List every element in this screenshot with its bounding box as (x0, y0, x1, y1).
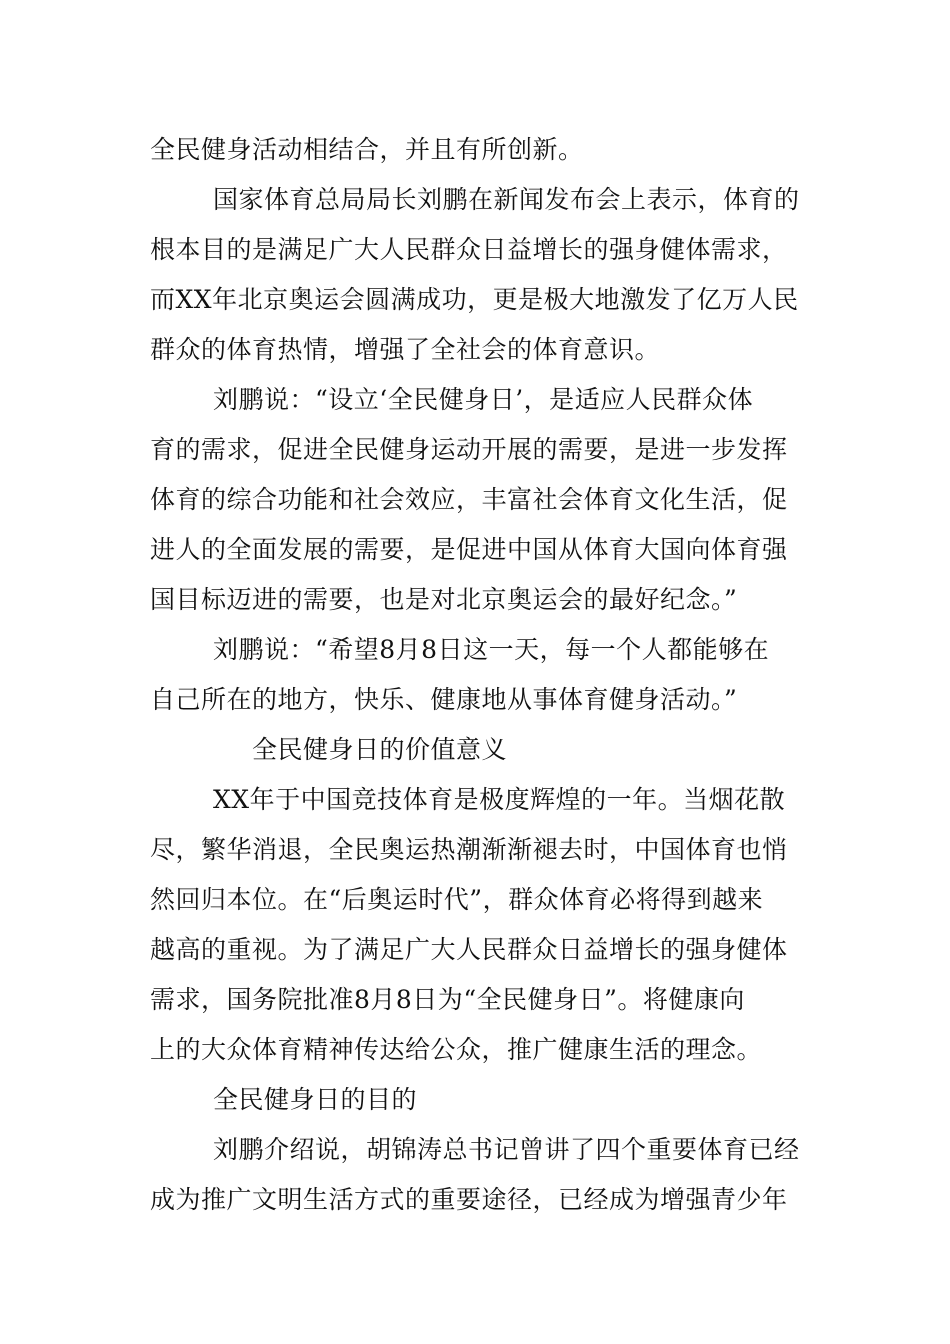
text-line: 国目标迈进的需要，也是对北京奥运会的最好纪念。” (150, 585, 738, 614)
section-heading: 全民健身日的价值意义 (252, 735, 508, 764)
section-heading: 全民健身日的目的 (213, 1085, 418, 1114)
text-line: 尽，繁华消退，全民奥运热潮渐渐褪去时，中国体育也悄 (150, 835, 788, 864)
text-line: 自己所在的地方，快乐、健康地从事体育健身活动。” (150, 685, 738, 714)
text-line: 根本目的是满足广大人民群众日益增长的强身健体需求， (150, 235, 788, 264)
text-line: 成为推广文明生活方式的重要途径，已经成为增强青少年 (150, 1185, 788, 1214)
text-line: 群众的体育热情，增强了全社会的体育意识。 (150, 335, 661, 364)
text-line: 全民健身活动相结合，并且有所创新。 (150, 135, 584, 164)
text-line: 上的大众体育精神传达给公众，推广健康生活的理念。 (150, 1035, 763, 1064)
text-line: 刘鹏介绍说，胡锦涛总书记曾讲了四个重要体育已经 (213, 1135, 800, 1164)
text-line: 越高的重视。为了满足广大人民群众日益增长的强身健体 (150, 935, 788, 964)
text-line: 国家体育总局局长刘鹏在新闻发布会上表示，体育的 (213, 185, 800, 214)
text-line: 需求，国务院批准8月8日为“全民健身日”。将健康向 (150, 985, 745, 1014)
text-line: 育的需求，促进全民健身运动开展的需要，是进一步发挥 (150, 435, 788, 464)
text-line: 刘鹏说：“希望8月8日这一天，每一个人都能够在 (213, 635, 770, 664)
text-line: 体育的综合功能和社会效应，丰富社会体育文化生活，促 (150, 485, 788, 514)
text-line: 而XX年北京奥运会圆满成功，更是极大地激发了亿万人民 (150, 285, 799, 314)
text-line: 刘鹏说：“设立‘全民健身日’，是适应人民群众体 (213, 385, 754, 414)
text-line: XX年于中国竞技体育是极度辉煌的一年。当烟花散 (213, 785, 786, 814)
text-line: 进人的全面发展的需要，是促进中国从体育大国向体育强 (150, 535, 788, 564)
text-line: 然回归本位。在“后奥运时代”，群众体育必将得到越来 (150, 885, 764, 914)
